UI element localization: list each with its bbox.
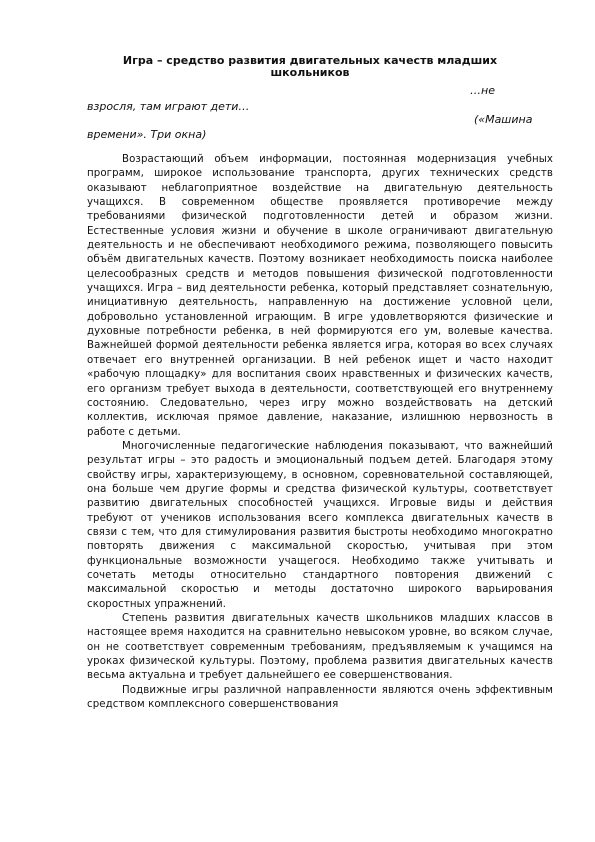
document-title: Игра – средство развития двигательных качеств младших школьников	[122, 54, 498, 79]
paragraph-1: Возрастающий объем информации, постоянная модернизация учебных программ, широкое использование транспорта, других технических средств оказывают неблагоприятное воздействие на двигательную деятельность учащихся. В современном обществе проявляется противоречие между требованиями физической подготовленности детей и образом жизни. Естественные условия жизни и обучение в школе ограничивают двигательную деятельность и не обеспечивают необходимого режима, позволяющего повысить объём двигательных качеств. Поэтому возникает необходимость поиска наиболее целесообразных средств и методов повышения физической подготовленности учащихся. Игра – вид деятельности ребенка, который представляет сознательную, инициативную деятельность, направленную на достижение условной цели, добровольно установленной играющим. В игре удовлетворяются физические и духовные потребности ребенка, в ней формируются его ум, волевые качества. Важнейшей формой деятельности ребенка является игра, которая во всех случаях отвечает его внутренней организации. В ней ребенок ищет и часто находит «рабочую площадку» для воспитания своих нравственных и физических качеств, его организм требует выхода в деятельности, соответствующей его внутреннему состоянию. Следовательно, через игру можно воздействовать на детский коллектив, исключая прямое давление, наказание, излишнюю нервозность в работе с детьми.	[87, 154, 553, 438]
epigraph-source-line-1: («Машина	[474, 113, 533, 126]
epigraph-source-line-2: времени». Три окна)	[87, 128, 207, 141]
document-body	[87, 153, 553, 712]
epigraph-line-1: …не	[470, 84, 495, 97]
paragraph-4: Подвижные игры различной направленности являются очень эффективным средством комплексного совершенствования	[87, 684, 553, 711]
paragraph-3: Степень развития двигательных качеств школьников младших классов в настоящее время находится на сравнительно невысоком уровне, во всяком случае, он не соответствует современным требованиям, предъявляемым к учащимся на уроках физической культуры. Поэтому, проблема развития двигательных качеств весьма актуальна и требует дальнейшего ее совершенствования.	[87, 613, 553, 682]
paragraph-2: Многочисленные педагогические наблюдения показывают, что важнейший результат игры – это радость и эмоциональный подъем детей. Благодаря этому свойству игры, характеризующему, в основном, соревновательной составляющей, она больше чем другие формы и средства физической культуры, соответствует развитию двигательных способностей учащихся. Игровые виды и действия требуют от учеников использования всего комплекса двигательных качеств в связи с тем, что для стимулирования развития быстроты необходимо многократно повторять движения с максимальной скоростью, учитывая при этом функциональные возможности учащегося. Необходимо также учитывать и сочетать методы относительно стандартного повторения движений с максимальной скоростью и методы достаточно широкого варьирования скоростных упражнений.	[87, 440, 553, 610]
epigraph-line-2: взросля, там играют дети…	[87, 100, 250, 113]
